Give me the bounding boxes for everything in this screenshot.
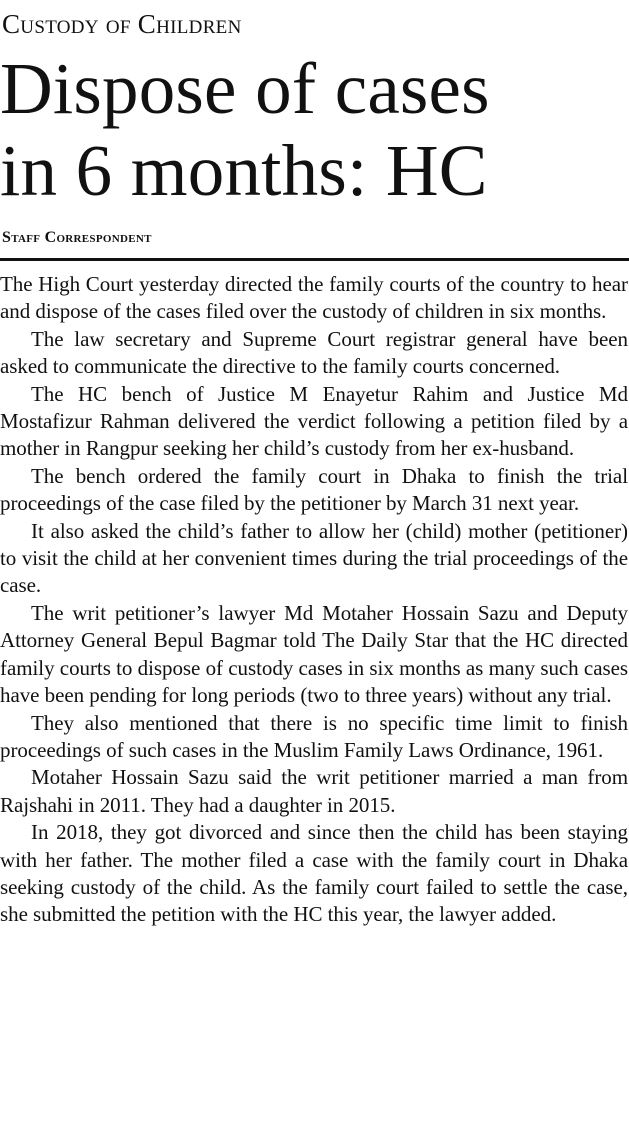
paragraph: In 2018, they got divorced and since then the child has been staying with her father. The mother filed a case with the family court in Dhaka seeking custody of the child. As the family court failed to settle the case, she submitted the petition with the HC this year, the lawyer added. — [0, 820, 628, 927]
article-body — [0, 271, 628, 929]
paragraph: Motaher Hossain Sazu said the writ petitioner married a man from Rajshahi in 2011. They had a daughter in 2015. — [0, 765, 628, 817]
divider-rule — [0, 258, 629, 261]
paragraph: The bench ordered the family court in Dhaka to finish the trial proceedings of the case filed by the petitioner by March 31 next year. — [0, 463, 628, 516]
byline: Staff Correspondent — [2, 229, 152, 246]
headline-line: Dispose of cases — [0, 48, 490, 129]
headline — [0, 48, 629, 212]
paragraph: The HC bench of Justice M Enayetur Rahim and Justice Md Mostafizur Rahman delivered the verdict following a petition filed by a mother in Rangpur seeking her child’s custody from her ex-husband. — [0, 381, 628, 461]
paragraph: The High Court yesterday directed the family courts of the country to hear and dispose of the cases filed over the custody of children in six months. — [0, 272, 628, 324]
paragraph: The law secretary and Supreme Court registrar general have been asked to communicate the directive to the family courts concerned. — [0, 326, 628, 379]
section-kicker: Custody of Children — [2, 9, 242, 39]
paragraph: It also asked the child’s father to allow her (child) mother (petitioner) to visit the child at her convenient times during the trial proceedings of the case. — [0, 518, 628, 598]
paragraph: They also mentioned that there is no specific time limit to finish proceedings of such cases in the Muslim Family Laws Ordinance, 1961. — [0, 710, 628, 762]
headline-line: in 6 months: HC — [0, 130, 488, 211]
paragraph: The writ petitioner’s lawyer Md Motaher Hossain Sazu and Deputy Attorney General Bepul Bagmar told The Daily Star that the HC directed family courts to dispose of custody cases in six months as many such cases have been pending for long periods (two to three years) without any trial. — [0, 600, 628, 708]
